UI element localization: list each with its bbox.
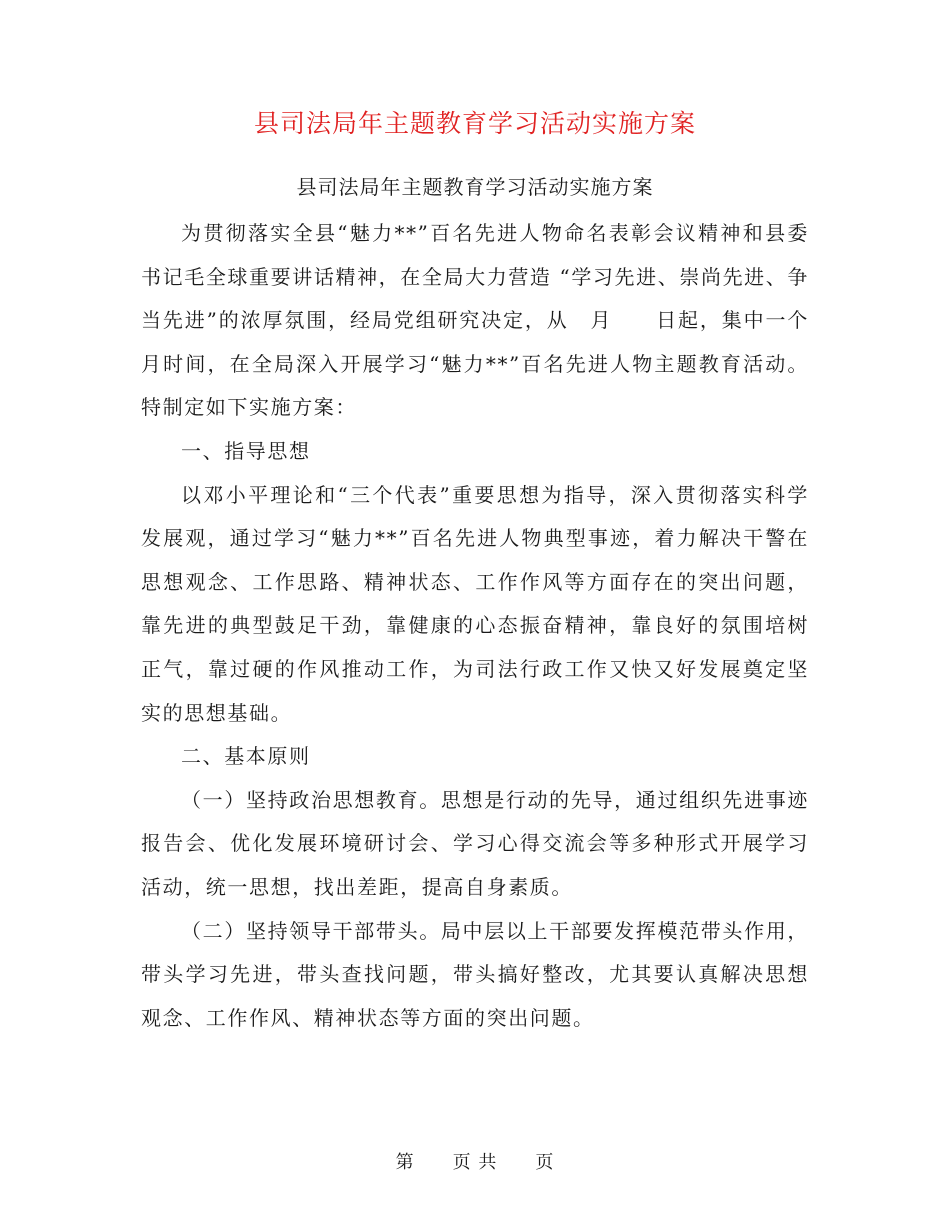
section-heading-guiding-ideology: 一、指导思想	[181, 438, 311, 463]
document-subtitle: 县司法局年主题教育学习活动实施方案	[296, 175, 654, 199]
document-title: 县司法局年主题教育学习活动实施方案	[253, 109, 696, 138]
section-heading-basic-principles: 二、基本原则	[181, 744, 311, 769]
paragraph-principle-2: （二）坚持领导干部带头。局中层以上干部要发挥模范带头作用，带头学习先进，带头查找问题，带头搞好整改，尤其要认真解决思想观念、工作作风、精神状态等方面的突出问题。	[141, 918, 809, 1030]
document-body	[141, 212, 809, 1040]
page-footer: 第 页 共 页	[395, 1152, 555, 1173]
paragraph-guiding-ideology: 以邓小平理论和“三个代表”重要思想为指导，深入贯彻落实科学发展观，通过学习“魅力**”百名先进人物典型事迹，着力解决干警在思想观念、工作思路、精神状态、工作作风等方面存在的突出问题，靠先进的典型鼓足干劲，靠健康的心态振奋精神，靠良好的氛围培树正气，靠过硬的作风推动工作，为司法行政工作又快又好发展奠定坚实的思想基础。	[141, 482, 809, 725]
paragraph-intro: 为贯彻落实全县“魅力**”百名先进人物命名表彰会议精神和县委书记毛全球重要讲话精神，在全局大力营造 “学习先进、崇尚先进、争当先进”的浓厚氛围，经局党组研究决定，从 月 日起，集中一个月时间，在全局深入开展学习“魅力**”百名先进人物主题教育活动。特制定如下实施方案：	[141, 221, 809, 420]
paragraph-principle-1: （一）坚持政治思想教育。思想是行动的先导，通过组织先进事迹报告会、优化发展环境研讨会、学习心得交流会等多种形式开展学习活动，统一思想，找出差距，提高自身素质。	[141, 787, 809, 899]
